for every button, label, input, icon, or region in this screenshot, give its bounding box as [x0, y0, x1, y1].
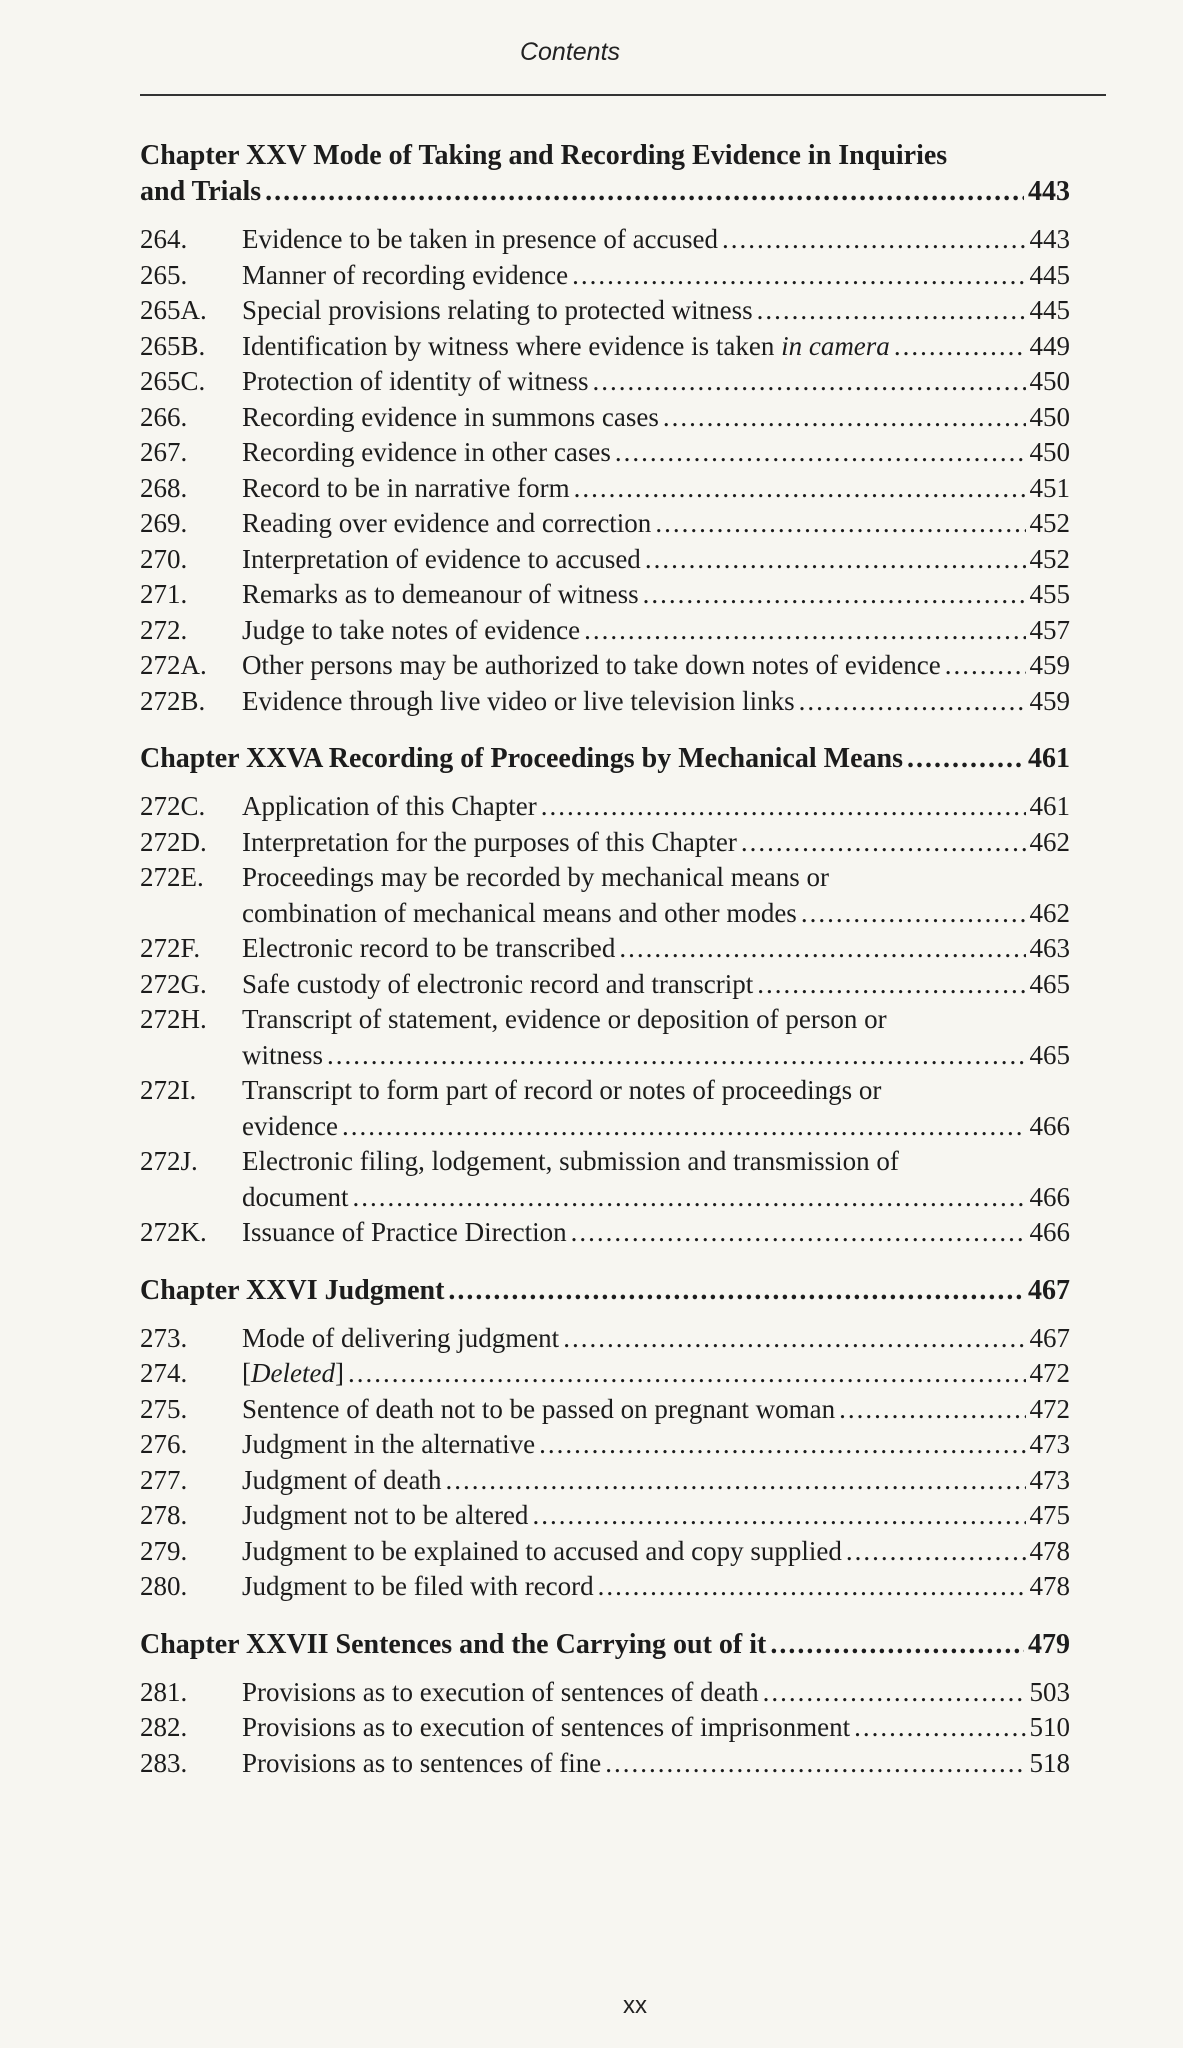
section-title-text: Other persons may be authorized to take down notes of evidence [242, 650, 941, 680]
section-number: 268. [140, 472, 188, 503]
section-title [242, 931, 615, 967]
section-title [242, 1710, 850, 1746]
page-folio: xx [623, 1992, 647, 2019]
section-page-number: 472 [1029, 1358, 1070, 1388]
dot-leader [763, 1675, 1026, 1711]
section-number: 282. [140, 1712, 188, 1742]
dot-leader [846, 1534, 1026, 1570]
section-page-number: 466 [1029, 1217, 1070, 1247]
section-title-italic: Deleted [251, 1358, 335, 1388]
section-title [242, 258, 568, 294]
section-title-text: Application of this Chapter [242, 791, 537, 821]
dot-leader [663, 400, 1026, 436]
chapter-heading [140, 1273, 1070, 1309]
section-title [242, 1498, 528, 1534]
section-number: 283. [140, 1747, 188, 1778]
section-number: 271. [140, 579, 188, 609]
section-number: 272J. [140, 1146, 198, 1176]
section-title-text: Judgment of death [242, 1464, 442, 1495]
section-number: 272E. [140, 862, 204, 892]
section-title-text: Electronic record to be transcribed [242, 933, 616, 963]
toc-entry [140, 577, 1070, 613]
section-title [242, 577, 639, 613]
section-number: 277. [140, 1464, 188, 1495]
section-title-text: Recording evidence in summons cases [242, 401, 659, 432]
section-title-text: Judgment to be filed with record [242, 1571, 594, 1601]
section-page-number: 459 [1029, 685, 1070, 716]
dot-leader [894, 329, 1026, 365]
chapter-heading [140, 741, 1070, 777]
section-title [242, 1427, 535, 1463]
dot-leader [342, 1109, 1026, 1145]
section-title [242, 542, 641, 578]
toc-entry [140, 1215, 1070, 1251]
section-number: 272. [140, 614, 188, 645]
section-title-text: Safe custody of electronic record and transcript [242, 968, 754, 999]
toc-entry [140, 1746, 1070, 1782]
section-page-number: 463 [1029, 933, 1070, 963]
toc-entry [140, 506, 1070, 542]
toc-entry [140, 364, 1070, 400]
chapter-heading-line: Chapter XXVII Sentences and the Carrying out of it [140, 1628, 767, 1660]
section-page-number: 459 [1029, 650, 1070, 680]
section-title-text: Sentence of death not to be passed on pregnant woman [242, 1393, 836, 1424]
section-page-number: 465 [1029, 968, 1070, 999]
toc-entry [140, 613, 1070, 649]
chapter-heading [140, 1627, 1070, 1663]
section-number: 272H. [140, 1004, 207, 1034]
section-number: 276. [140, 1429, 188, 1459]
section-title [242, 400, 659, 436]
toc-entry [140, 471, 1070, 507]
section-title-text: Identification by witness where evidence is taken [242, 330, 775, 361]
section-number: 270. [140, 543, 188, 574]
dot-leader [945, 648, 1026, 684]
section-title [242, 222, 718, 258]
table-of-contents [140, 138, 1070, 1803]
section-page-number: 518 [1029, 1747, 1070, 1778]
dot-leader [645, 542, 1026, 578]
chapter-section [140, 1273, 1070, 1605]
section-number: 280. [140, 1571, 188, 1601]
section-title [242, 825, 737, 861]
section-title-text: Recording evidence in other cases [242, 437, 611, 467]
section-title [242, 789, 537, 825]
dot-leader [574, 471, 1026, 507]
section-number: 266. [140, 401, 188, 432]
dot-leader [445, 1463, 1025, 1499]
dot-leader [619, 931, 1025, 967]
section-title-text: Issuance of Practice Direction [242, 1217, 567, 1247]
toc-entry [140, 1463, 1070, 1499]
toc-entry [140, 400, 1070, 436]
dot-leader [757, 293, 1026, 329]
toc-entry [140, 542, 1070, 578]
section-title [242, 364, 588, 400]
dot-leader [722, 222, 1025, 258]
dot-leader [801, 896, 1026, 932]
toc-entry [140, 1569, 1070, 1605]
section-number: 272A. [140, 650, 207, 680]
toc-entry [140, 293, 1070, 329]
dot-leader [265, 174, 1024, 210]
section-title-text: Judge to take notes of evidence [242, 614, 581, 645]
section-title [242, 1038, 323, 1074]
dot-leader [539, 1427, 1025, 1463]
toc-entry [140, 435, 1070, 471]
chapter-page-number: 461 [1028, 743, 1070, 774]
section-number: 274. [140, 1358, 188, 1388]
toc-entry [140, 1710, 1070, 1746]
section-page-number: 472 [1029, 1393, 1070, 1424]
running-head: Contents [519, 38, 621, 66]
section-title [242, 1675, 759, 1711]
dot-leader [532, 1498, 1025, 1534]
section-page-number: 450 [1029, 366, 1070, 396]
chapter-heading [140, 138, 1070, 210]
section-page-number: 452 [1029, 508, 1070, 538]
dot-leader [584, 613, 1025, 649]
section-number: 278. [140, 1500, 188, 1530]
section-number: 264. [140, 224, 188, 254]
dot-leader [572, 258, 1025, 294]
section-page-number: 461 [1029, 791, 1070, 821]
section-title [242, 471, 570, 507]
section-title-italic: in camera [781, 330, 890, 361]
dot-leader [907, 741, 1024, 777]
toc-entry [140, 967, 1070, 1003]
toc-entry [140, 1002, 1070, 1073]
section-title [242, 293, 753, 329]
section-title-text: Provisions as to sentences of fine [242, 1747, 602, 1778]
section-page-number: 466 [1029, 1110, 1070, 1141]
section-title-text: Protection of identity of witness [242, 366, 589, 396]
section-number: 272G. [140, 968, 207, 999]
section-page-number: 443 [1029, 224, 1070, 254]
dot-leader [770, 1627, 1024, 1663]
section-page-number: 462 [1029, 897, 1070, 928]
dot-leader [348, 1356, 1026, 1392]
section-title [242, 1180, 348, 1216]
dot-leader [643, 577, 1026, 613]
section-page-number: 465 [1029, 1039, 1070, 1070]
section-title-text: combination of mechanical means and other modes [242, 897, 797, 928]
chapter-section [140, 138, 1070, 719]
dot-leader [448, 1273, 1024, 1309]
toc-entry [140, 1392, 1070, 1428]
section-title-text: Judgment in the alternative [242, 1429, 536, 1459]
section-title-text: Reading over evidence and correction [242, 508, 652, 538]
chapter-page-number: 467 [1028, 1274, 1070, 1306]
toc-entry [140, 1356, 1070, 1392]
toc-entry [140, 931, 1070, 967]
chapter-page-number: 443 [1028, 176, 1070, 207]
chapter-section [140, 741, 1070, 1251]
section-title-text: Special provisions relating to protected witness [242, 295, 753, 325]
dot-leader [655, 506, 1025, 542]
section-title-text: Record to be in narrative form [242, 472, 570, 503]
section-number: 267. [140, 437, 188, 467]
section-title [242, 613, 580, 649]
section-page-number: 452 [1029, 543, 1070, 574]
section-number: 273. [140, 1322, 188, 1353]
section-page-number: 457 [1029, 614, 1070, 645]
section-page-number: 510 [1029, 1712, 1070, 1742]
section-number: 279. [140, 1535, 188, 1566]
section-title: [Deleted] [242, 1358, 344, 1388]
section-title [242, 1746, 601, 1782]
toc-entry [140, 684, 1070, 720]
dot-leader [839, 1392, 1025, 1428]
dot-leader [741, 825, 1026, 861]
section-title [242, 1463, 441, 1499]
chapter-heading-line: and Trials [140, 176, 262, 207]
section-title-text: Evidence to be taken in presence of accused [242, 224, 719, 254]
section-page-number: 475 [1029, 1500, 1070, 1530]
section-page-number: 451 [1029, 472, 1070, 503]
chapter-heading-line: Chapter XXV Mode of Taking and Recording Evidence in Inquiries [140, 140, 948, 171]
section-page-number: 450 [1029, 401, 1070, 432]
section-number: 272K. [140, 1217, 207, 1247]
section-number: 265. [140, 259, 188, 290]
section-title [242, 1215, 567, 1251]
section-title [242, 1569, 594, 1605]
section-number: 265A. [140, 295, 207, 325]
section-title-text: document [242, 1181, 349, 1212]
section-page-number: 445 [1029, 295, 1070, 325]
section-page-number: 503 [1029, 1676, 1070, 1707]
section-title-text: Remarks as to demeanour of witness [242, 579, 639, 609]
section-title-text: Provisions as to execution of sentences of death [242, 1676, 759, 1707]
section-title-text: Judgment to be explained to accused and copy supplied [242, 1535, 842, 1566]
section-title [242, 648, 941, 684]
section-number: 272I. [140, 1075, 197, 1105]
section-number: 272B. [140, 685, 206, 716]
dot-leader [605, 1746, 1025, 1782]
dot-leader [615, 435, 1026, 471]
section-number: 265C. [140, 366, 206, 396]
section-title-line: Transcript of statement, evidence or deposition of person or [242, 1004, 887, 1034]
section-page-number: 450 [1029, 437, 1070, 467]
toc-entry [140, 1427, 1070, 1463]
section-page-number: 462 [1029, 826, 1070, 857]
toc-entry [140, 789, 1070, 825]
section-title [242, 1321, 559, 1357]
dot-leader [541, 789, 1026, 825]
section-number: 272F. [140, 933, 201, 963]
section-title-line: Electronic filing, lodgement, submission and transmission of [242, 1146, 899, 1176]
toc-entry [140, 648, 1070, 684]
section-title [242, 684, 795, 720]
toc-entry [140, 860, 1070, 931]
toc-entry [140, 1073, 1070, 1144]
toc-entry [140, 329, 1070, 365]
section-title-line: Proceedings may be recorded by mechanical means or [242, 862, 830, 892]
section-page-number: 478 [1029, 1535, 1070, 1566]
section-title-text: Interpretation of evidence to accused [242, 543, 641, 574]
section-title [242, 329, 890, 365]
section-number: 265B. [140, 330, 206, 361]
section-title-text: Mode of delivering judgment [242, 1322, 560, 1353]
section-title [242, 896, 797, 932]
dot-leader [592, 364, 1025, 400]
section-page-number: 467 [1029, 1322, 1070, 1353]
chapter-heading-line: Chapter XXVA Recording of Proceedings by Mechanical Means [140, 743, 903, 774]
section-page-number: 466 [1029, 1181, 1070, 1212]
section-page-number: 478 [1029, 1571, 1070, 1601]
section-title-line: Transcript to form part of record or notes of proceedings or [242, 1075, 882, 1105]
section-page-number: 473 [1029, 1429, 1070, 1459]
section-title-text: Evidence through live video or live television links [242, 685, 795, 716]
toc-entry [140, 1675, 1070, 1711]
section-number: 281. [140, 1676, 188, 1707]
dot-leader [757, 967, 1025, 1003]
section-page-number: 455 [1029, 579, 1070, 609]
toc-entry [140, 1144, 1070, 1215]
chapter-section [140, 1627, 1070, 1782]
toc-entry [140, 1321, 1070, 1357]
dot-leader [854, 1710, 1025, 1746]
dot-leader [799, 684, 1026, 720]
dot-leader [352, 1180, 1025, 1216]
section-page-number: 445 [1029, 259, 1070, 290]
section-title [242, 435, 611, 471]
toc-entry [140, 825, 1070, 861]
section-title-text: evidence [242, 1110, 338, 1141]
section-number: 275. [140, 1393, 188, 1424]
dot-leader [563, 1321, 1025, 1357]
section-number: 272C. [140, 791, 206, 821]
toc-entry [140, 258, 1070, 294]
section-title [242, 1534, 842, 1570]
section-number: 269. [140, 508, 188, 538]
section-title-text: Provisions as to execution of sentences of imprisonment [242, 1712, 851, 1742]
section-title [242, 1392, 835, 1428]
section-title-text: Manner of recording evidence [242, 259, 569, 290]
section-title-text: witness [242, 1039, 323, 1070]
dot-leader [598, 1569, 1026, 1605]
dot-leader [571, 1215, 1026, 1251]
chapter-heading-line: Chapter XXVI Judgment [140, 1274, 445, 1306]
section-page-number: 449 [1029, 330, 1070, 361]
section-title [242, 967, 753, 1003]
toc-entry [140, 1498, 1070, 1534]
toc-entry [140, 222, 1070, 258]
section-number: 272D. [140, 826, 207, 857]
dot-leader [327, 1038, 1026, 1074]
section-title [242, 1109, 338, 1145]
section-page-number: 473 [1029, 1464, 1070, 1495]
header-rule [140, 94, 1106, 96]
section-title [242, 506, 651, 542]
section-title-text: Interpretation for the purposes of this Chapter [242, 826, 737, 857]
chapter-page-number: 479 [1028, 1628, 1070, 1660]
section-title-text: Judgment not to be altered [242, 1500, 529, 1530]
toc-entry [140, 1534, 1070, 1570]
